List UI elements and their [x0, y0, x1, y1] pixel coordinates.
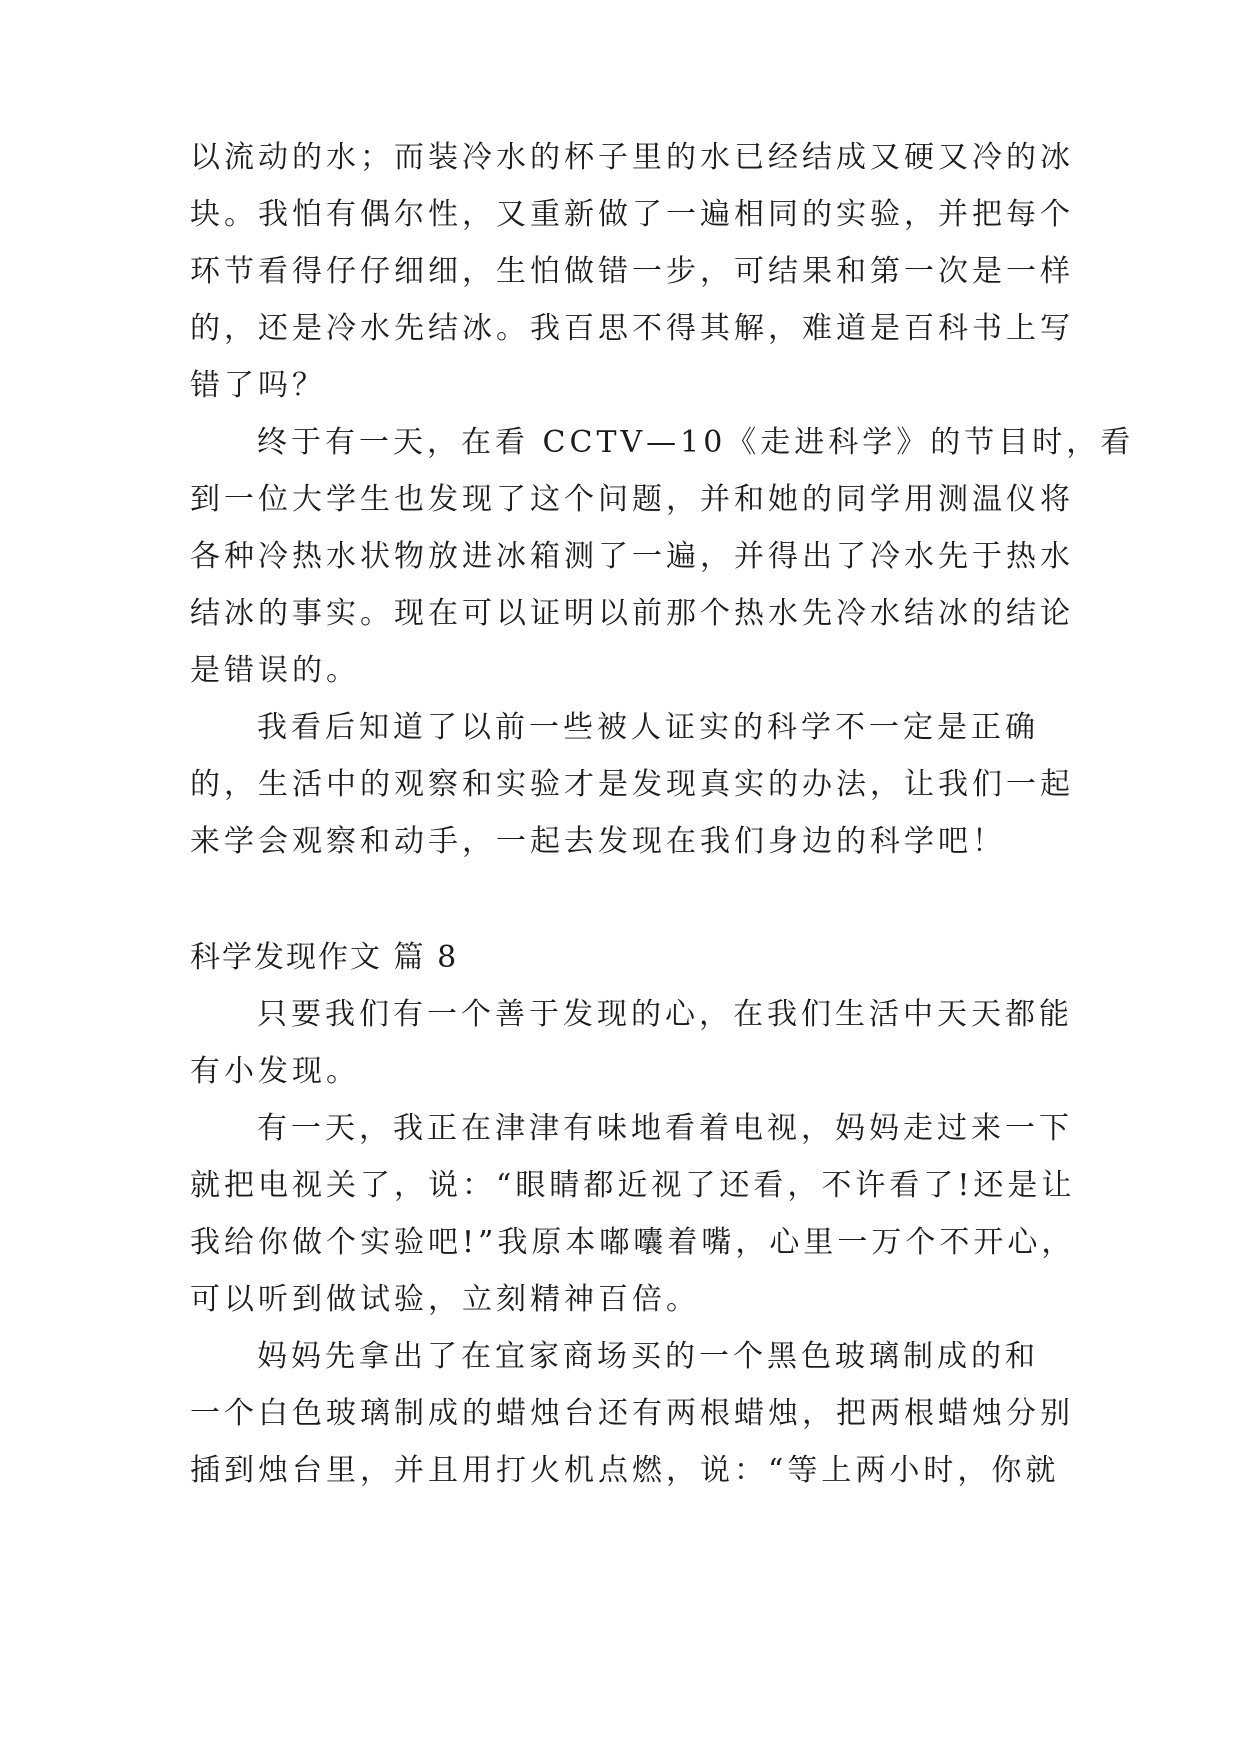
text-line: 以流动的水；而装冷水的杯子里的水已经结成又硬又冷的冰: [190, 140, 1074, 175]
text-line: 插到烛台里，并且用打火机点燃，说：“等上两小时，你就: [190, 1453, 1060, 1488]
section-heading: 科学发现作文 篇 8: [190, 940, 459, 975]
text-line: 就把电视关了，说：“眼睛都近视了还看，不许看了!还是让: [190, 1168, 1076, 1203]
text-line: 的，还是冷水先结冰。我百思不得其解，难道是百科书上写: [190, 311, 1074, 346]
text-line: 我给你做个实验吧!”我原本嘟囔着嘴，心里一万个不开心，: [190, 1225, 1076, 1260]
text-line: 一个白色玻璃制成的蜡烛台还有两根蜡烛，把两根蜡烛分别: [190, 1396, 1074, 1431]
text-line: 来学会观察和动手，一起去发现在我们身边的科学吧！: [190, 824, 1006, 859]
text-line: 到一位大学生也发现了这个问题，并和她的同学用测温仪将: [190, 482, 1074, 517]
text-line: 环节看得仔仔细细，生怕做错一步，可结果和第一次是一样: [190, 254, 1074, 289]
text-line: 结冰的事实。现在可以证明以前那个热水先冷水结冰的结论: [190, 596, 1074, 631]
text-line: 块。我怕有偶尔性，又重新做了一遍相同的实验，并把每个: [190, 197, 1074, 232]
text-line: 妈妈先拿出了在宜家商场买的一个黑色玻璃制成的和: [257, 1339, 1039, 1374]
text-line: 各种冷热水状物放进冰箱测了一遍，并得出了冷水先于热水: [190, 539, 1074, 574]
text-line: 只要我们有一个善于发现的心，在我们生活中天天都能: [257, 997, 1073, 1032]
text-line: 我看后知道了以前一些被人证实的科学不一定是正确: [257, 710, 1039, 745]
text-line: 有一天，我正在津津有味地看着电视，妈妈走过来一下: [257, 1111, 1073, 1146]
text-line: 有小发现。: [190, 1054, 360, 1089]
text-line: 是错误的。: [190, 653, 360, 688]
text-line: 的，生活中的观察和实验才是发现真实的办法，让我们一起: [190, 767, 1074, 802]
text-line: 错了吗？: [190, 368, 326, 403]
text-line: 可以听到做试验，立刻精神百倍。: [190, 1282, 700, 1317]
text-line: 终于有一天，在看 CCTV—10《走进科学》的节目时，看: [257, 425, 1135, 460]
